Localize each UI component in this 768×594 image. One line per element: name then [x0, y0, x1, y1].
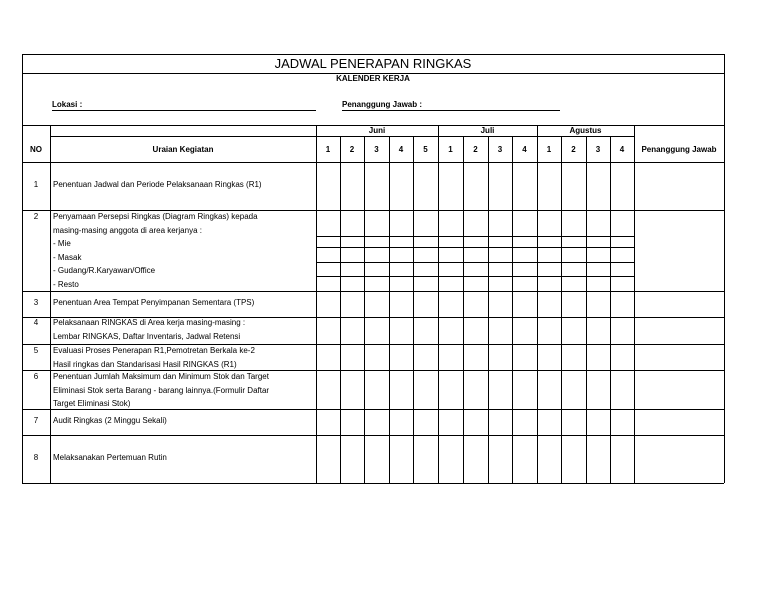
- row-activity-text: Eliminasi Stok serta Barang - barang lainnya.(Formulir Daftar: [53, 385, 270, 395]
- calendar-subtitle: KALENDER KERJA: [336, 74, 410, 83]
- month-col-line: [634, 125, 635, 483]
- row-activity-text: Penentuan Area Tempat Penyimpanan Sementara (TPS): [53, 298, 255, 308]
- row-activity-text: Evaluasi Proses Penerapan R1,Pemotretan Berkala ke-2: [53, 346, 255, 355]
- row-line: [22, 344, 724, 345]
- row-number: 8: [33, 453, 39, 463]
- row-number: 1: [33, 180, 39, 190]
- row-activity-text: - Resto: [53, 279, 79, 289]
- col-header-uraian: Uraian Kegiatan: [152, 145, 214, 154]
- row-number: 6: [33, 372, 39, 381]
- frame-top: [22, 54, 724, 55]
- frame-right: [724, 54, 725, 483]
- pj-field-label: Penanggung Jawab :: [342, 100, 423, 109]
- col-header-week: 2: [473, 145, 478, 154]
- col-header-pj: Penanggung Jawab: [641, 145, 717, 154]
- pj-underline: [342, 110, 560, 111]
- sub-row-line: [316, 262, 634, 263]
- col-header-week: 3: [595, 145, 601, 154]
- week-col-line: [561, 136, 562, 483]
- row-line: [22, 210, 724, 211]
- sub-row-line: [316, 236, 634, 237]
- week-col-line: [463, 136, 464, 483]
- col-header-week: 4: [398, 145, 404, 154]
- col-header-week: 1: [448, 145, 453, 154]
- header-bottom: [22, 162, 724, 163]
- week-col-line: [389, 136, 390, 483]
- row-line: [22, 370, 724, 371]
- week-col-line: [586, 136, 587, 483]
- col-no-line: [50, 125, 51, 483]
- lokasi-label: Lokasi :: [52, 100, 83, 109]
- month-label: Agustus: [569, 126, 602, 135]
- col-header-week: 3: [497, 145, 503, 154]
- week-col-line: [413, 136, 414, 483]
- sub-row-line: [316, 276, 634, 277]
- row-line: [22, 409, 724, 410]
- row-activity-text: - Gudang/R.Karyawan/Office: [53, 266, 156, 275]
- col-header-week: 4: [522, 145, 527, 154]
- month-col-line: [537, 125, 538, 483]
- month-divider: [50, 136, 634, 137]
- month-label: Juni: [368, 126, 386, 135]
- month-label: Juli: [480, 126, 495, 135]
- col-header-week: 2: [571, 145, 576, 154]
- frame-bottom: [22, 483, 724, 484]
- row-activity-text: Penentuan Jumlah Maksimum dan Minimum Stok dan Target: [53, 372, 269, 381]
- row-number: 5: [33, 346, 39, 355]
- col-header-week: 5: [423, 145, 428, 154]
- row-number: 7: [33, 416, 39, 426]
- col-header-week: 1: [546, 145, 552, 154]
- row-activity-text: Audit Ringkas (2 Minggu Sekali): [53, 416, 167, 426]
- row-activity-text: Target Eliminasi Stok): [53, 399, 131, 408]
- row-activity-text: Hasil ringkas dan Standarisasi Hasil RINGKAS (R1): [53, 359, 237, 369]
- row-activity-text: Penentuan Jadwal dan Periode Pelaksanaan Ringkas (R1): [53, 180, 262, 190]
- week-col-line: [610, 136, 611, 483]
- week-col-line: [364, 136, 365, 483]
- sub-row-line: [316, 247, 634, 248]
- week-col-line: [512, 136, 513, 483]
- week-col-line: [340, 136, 341, 483]
- page-title: JADWAL PENERAPAN RINGKAS: [274, 56, 472, 71]
- col-header-week: 2: [349, 145, 355, 154]
- col-header-week: 4: [619, 145, 625, 154]
- month-col-line: [316, 125, 317, 483]
- row-activity-text: Melaksanakan Pertemuan Rutin: [53, 453, 167, 463]
- month-col-line: [438, 125, 439, 483]
- row-activity-text: - Masak: [53, 252, 82, 262]
- row-activity-text: - Mie: [53, 239, 71, 248]
- row-activity-text: Penyamaan Persepsi Ringkas (Diagram Ringkas) kepada: [53, 212, 258, 221]
- lokasi-underline: [52, 110, 316, 111]
- row-number: 3: [33, 298, 39, 308]
- row-number: 2: [33, 212, 39, 221]
- col-header-week: 3: [374, 145, 379, 154]
- row-line: [22, 435, 724, 436]
- col-header-no: NO: [30, 145, 42, 154]
- row-line: [22, 291, 724, 292]
- week-col-line: [488, 136, 489, 483]
- row-activity-text: Lembar RINGKAS, Daftar Inventaris, Jadwal Retensi: [53, 331, 241, 341]
- row-activity-text: Pelaksanaan RINGKAS di Area kerja masing-masing :: [53, 318, 246, 327]
- col-header-week: 1: [325, 145, 331, 154]
- row-activity-text: masing-masing anggota di area kerjanya :: [53, 225, 202, 235]
- row-number: 4: [33, 318, 39, 327]
